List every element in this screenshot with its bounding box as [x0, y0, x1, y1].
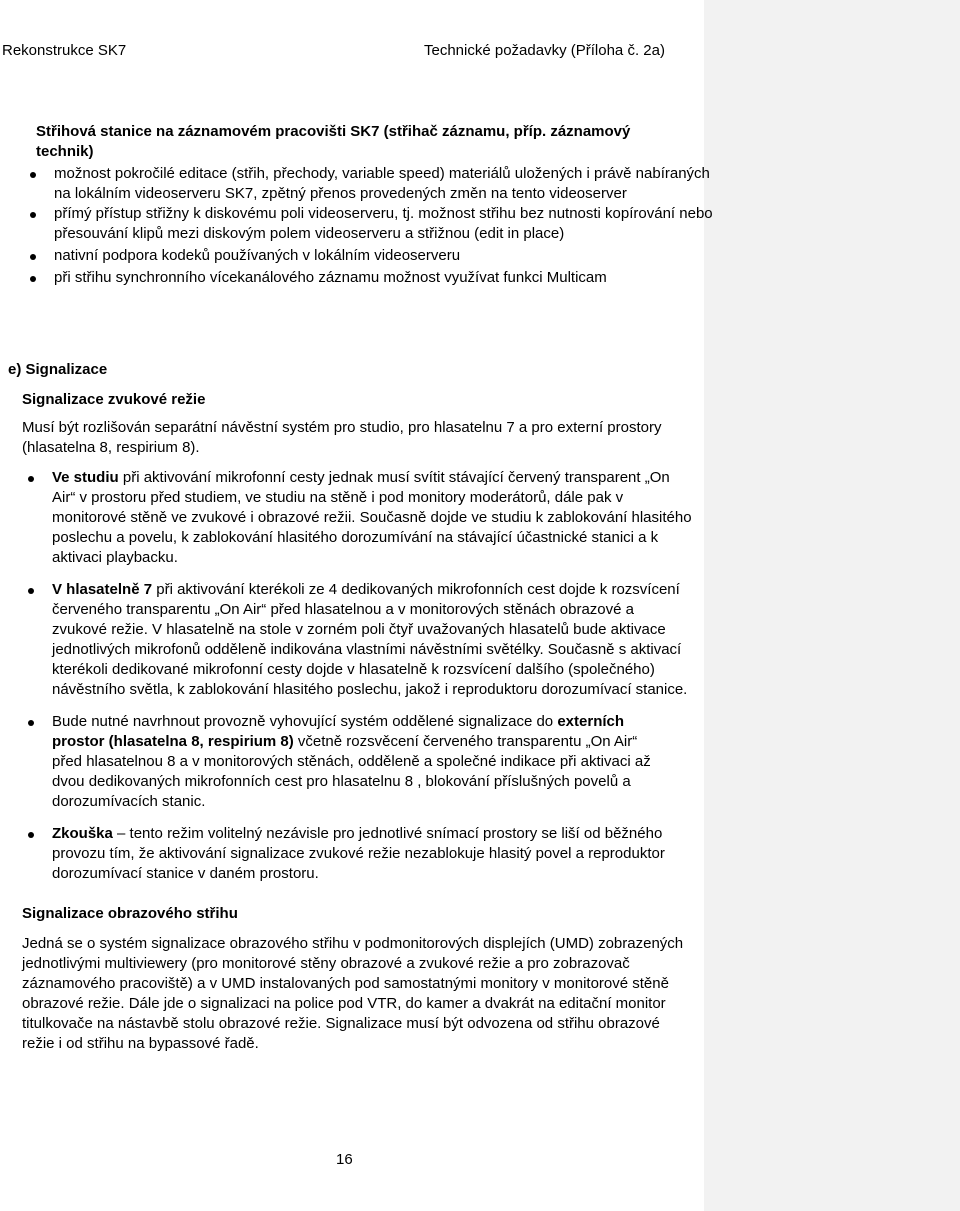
intro-paragraph: Musí být rozlišován separátní návěstní systém pro studio, pro hlasatelnu 7 a pro externí prostory (hlasatelna 8, respirium 8). [22, 419, 662, 456]
list-item-text: nativní podpora kodeků používaných v lokálním videoserveru [54, 247, 461, 264]
list-item [24, 268, 696, 288]
list-item-text: – tento režim volitelný nezávisle pro jednotlivé snímací prostory se liší od běžného provozu tím, že aktivování signalizace zvukové režie nezablokuje hlasitý povel a reproduktor dorozumívací stanice v daném prostoru. [52, 825, 665, 882]
list-item-bold: V hlasatelně 7 [52, 581, 153, 598]
subsection-heading: Signalizace zvukové režie [22, 391, 206, 408]
list-item [22, 580, 692, 700]
bullet-icon [30, 276, 36, 282]
list-item-bold: Zkouška [52, 825, 113, 842]
list-item-text: možnost pokročilé editace (střih, přechody, variable speed) materiálů uložených i právě nabíraných na lokálním videoserveru SK7, zpětný přenos provedených změn na tento videoserver [54, 165, 710, 202]
section-editing-station [24, 122, 713, 288]
bullet-icon [28, 588, 34, 594]
subsection-heading: Signalizace obrazového střihu [22, 905, 238, 922]
section-sound-control [22, 390, 698, 1054]
section-heading: Střihová stanice na záznamovém pracovišti SK7 (střihač záznamu, příp. záznamový technik) [36, 123, 631, 160]
bullet-icon [30, 254, 36, 260]
list-item [22, 712, 662, 812]
feature-list [24, 164, 713, 288]
page-number: 16 [336, 1151, 353, 1168]
bullet-icon [28, 476, 34, 482]
list-item-text: při aktivování kterékoli ze 4 dedikovaných mikrofonních cest dojde k rozsvícení červeného transparentu „On Air“ před hlasatelnou a v monitorových stěnách obrazové a zvukové režie. V hlasatelně na stole v zorném poli čtyř uvažovaných hlasatelů bude aktivace jednotlivých mikrofonů odděleně indikována vlastními návěstními světélky. Současně s aktivací kterékoli dedikované mikrofonní cesty dojde v hlasatelně k rozsvícení dalšího (společného) návěstního světla, k zablokování hlasitého poslechu, jakož i reproduktoru dorozumívací stanice. [52, 581, 688, 698]
list-item-text: Bude nutné navrhnout provozně vyhovující systém oddělené signalizace do [52, 713, 558, 730]
section-heading: e) Signalizace [8, 361, 108, 378]
list-item-bold: Ve studiu [52, 469, 119, 486]
comment-margin-pane [704, 0, 960, 1211]
list-item-text: přímý přístup střižny k diskovému poli videoserveru, tj. možnost střihu bez nutnosti kopírování nebo přesouvání klipů mezi diskovým polem videoserveru a střižnou (edit in place) [54, 205, 713, 242]
header-title-left: Rekonstrukce SK7 [2, 42, 127, 59]
list-item-text: včetně rozsvěcení červeného transparentu „On Air“ před hlasatelnou 8 a v monitorových stěnách, odděleně a společné indikace při aktivaci až dvou dedikovaných mikrofonních cest pro hlasatelnu 8 , blokování příslušných povelů a dorozumívacích stanic. [52, 733, 651, 810]
list-item [24, 204, 714, 244]
list-item-bold: externích prostor (hlasatelna 8, respirium 8) [52, 713, 625, 750]
section-signalizace-heading [8, 360, 688, 380]
list-item [22, 468, 692, 568]
bullet-icon [30, 172, 36, 178]
bullet-icon [28, 832, 34, 838]
bullet-icon [28, 720, 34, 726]
list-item [24, 164, 714, 204]
list-item [24, 246, 696, 266]
list-item-text: při aktivování mikrofonní cesty jednak musí svítit stávající červený transparent „On Air“ v prostoru před studiem, ve studiu na stěně i pod monitory moderátorů, dále pak v monitorové stěně ve zvukové i obrazové režii. Současně dojde ve studiu k zablokování hlasitého poslechu a povelu, k zablokování hlasitého dorozumívání na stávající účastnické stanici a k aktivaci playbacku. [52, 469, 692, 566]
bullet-icon [30, 212, 36, 218]
list-item [22, 824, 692, 884]
list-item-text: při střihu synchronního vícekanálového záznamu možnost využívat funkci Multicam [54, 269, 607, 286]
header-title-right: Technické požadavky (Příloha č. 2a) [424, 42, 665, 59]
signal-list [22, 468, 698, 884]
closing-paragraph: Jedná se o systém signalizace obrazového střihu v podmonitorových displejích (UMD) zobrazených jednotlivými multiviewery (pro monitorové stěny obrazové a zvukové režie a pro zobrazovač záznamového pracoviště) a v UMD instalovaných pod samostatnými monitory v monitorové stěně obrazové režie. Dále jde o signalizaci na police pod VTR, do kamer a dvakrát na editační monitor titulkovače na nástavbě stolu obrazové režie. Signalizace musí být odvozena od střihu obrazové režie i od střihu na bypassové řadě. [22, 935, 684, 1052]
